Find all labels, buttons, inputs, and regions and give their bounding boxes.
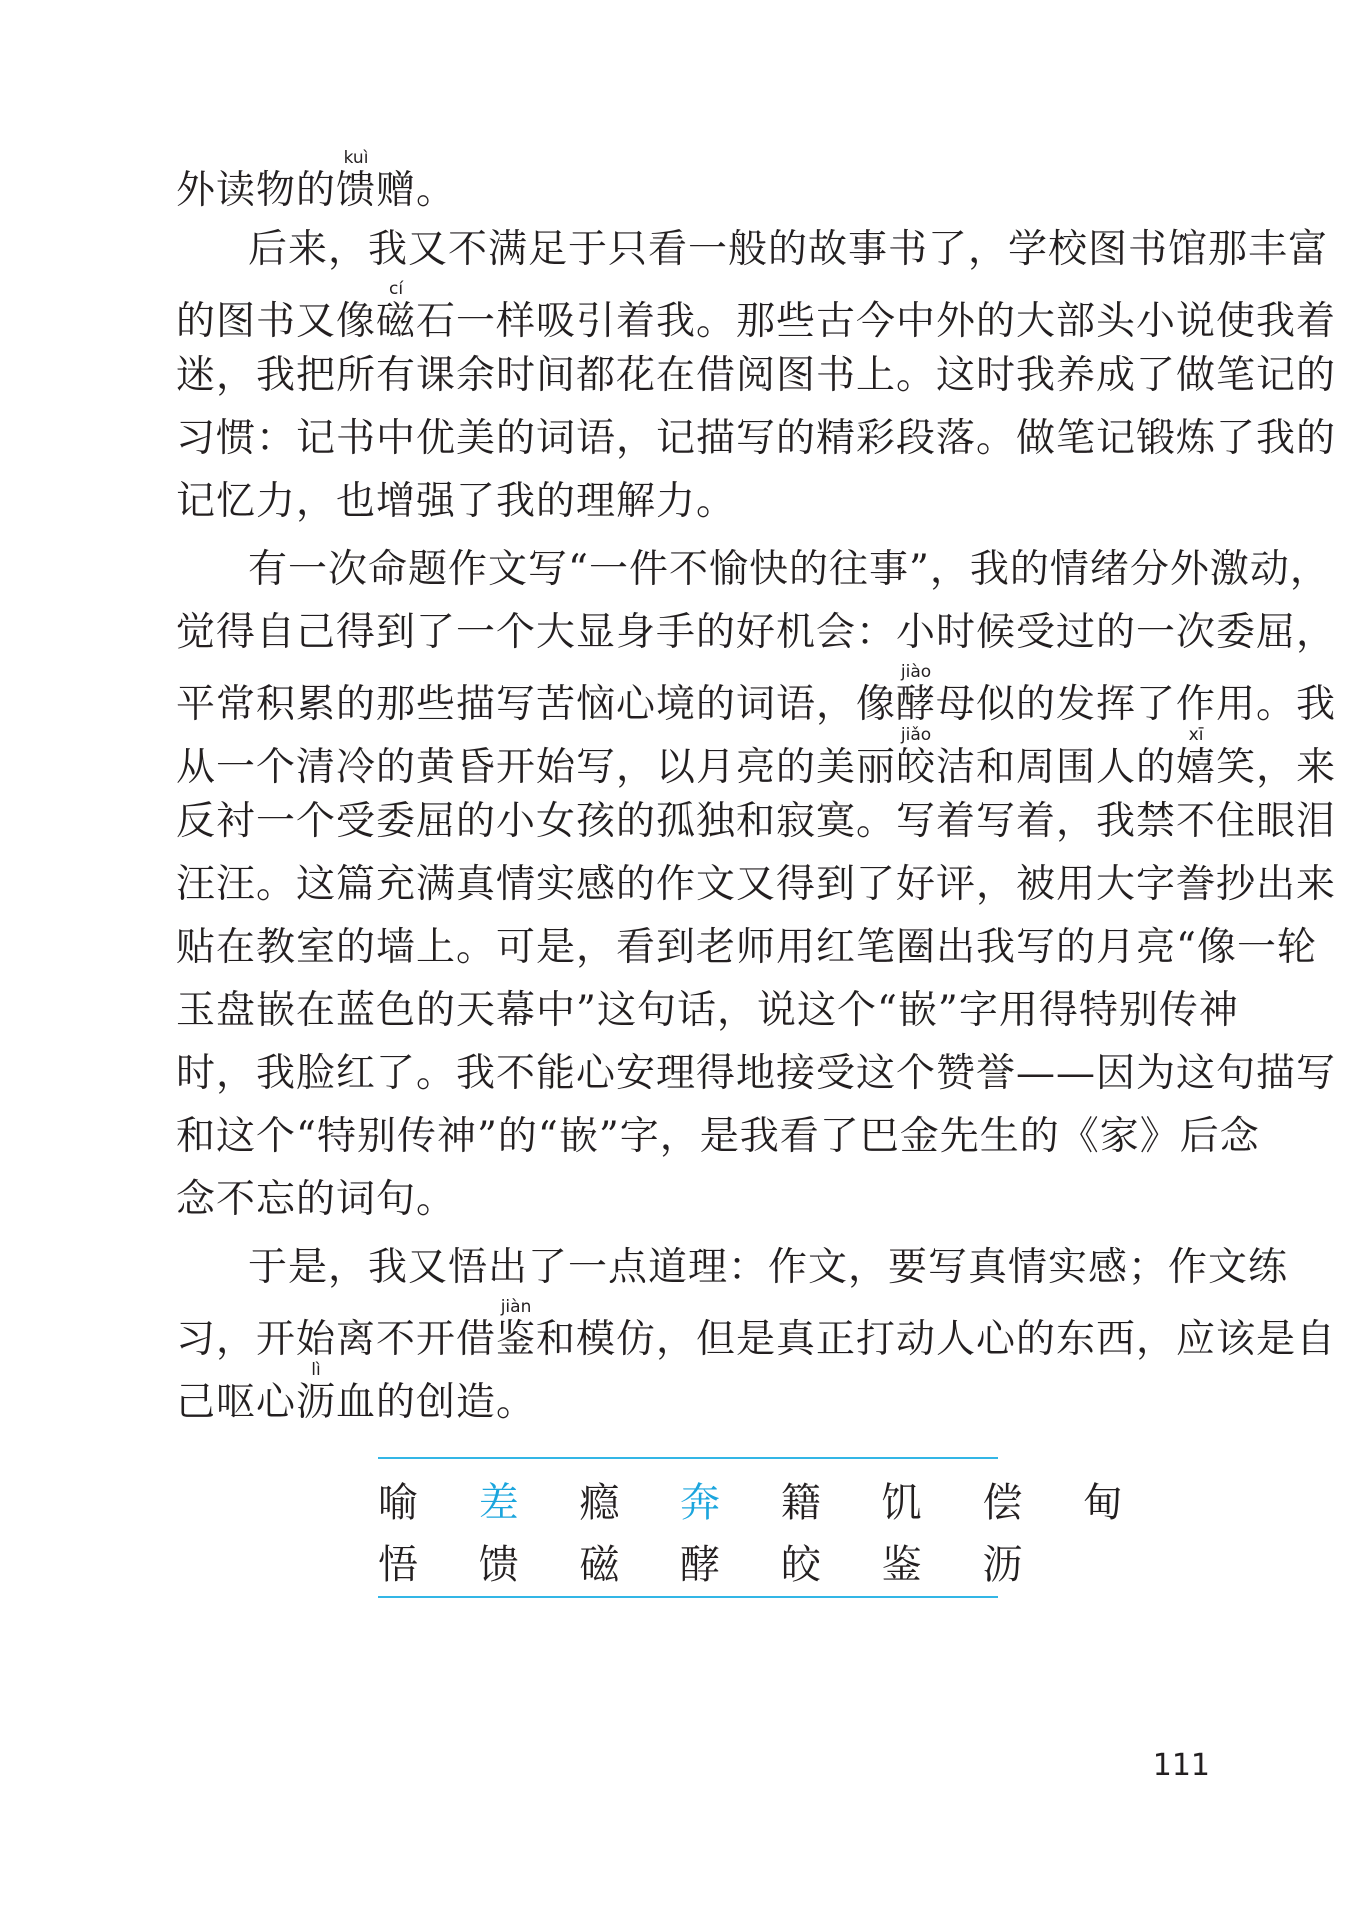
top-divider [378, 1457, 998, 1459]
pinyin-annotated-char: 沥lì [296, 1360, 337, 1425]
text-line [248, 218, 1328, 282]
text-line [176, 1105, 1260, 1169]
character: 瘾 [579, 1480, 644, 1526]
line-text: 念不忘的词句。 [176, 1177, 457, 1222]
pinyin: kuì [336, 148, 377, 168]
line-text: 笑，来 [1216, 745, 1337, 790]
text-line [176, 150, 456, 214]
pinyin: lì [296, 1360, 337, 1380]
pinyin-annotated-char: 磁cí [376, 279, 417, 344]
pinyin-annotated-char: 酵jiào [896, 662, 937, 727]
character: 甸 [1083, 1480, 1148, 1526]
text-line [176, 664, 1336, 728]
text-line [176, 1362, 536, 1426]
pinyin: jiàn [496, 1297, 537, 1317]
line-text: 习，开始离不开借 [176, 1317, 497, 1362]
text-line [176, 1168, 456, 1232]
character: 皎 [780, 1542, 845, 1588]
bottom-divider [378, 1596, 998, 1598]
line-text: 习惯：记书中优美的词语，记描写的精彩段落。做笔记锻炼了我的 [176, 416, 1337, 461]
character: 馈 [478, 1542, 543, 1588]
text-line [176, 344, 1336, 408]
line-text: 外读物的 [176, 168, 337, 213]
text-line [176, 916, 1317, 980]
line-text: 和这个“特别传神”的“嵌”字，是我看了巴金先生的《家》后念 [176, 1114, 1260, 1159]
character-highlighted: 奔 [680, 1480, 745, 1526]
new-characters-box [378, 1457, 1148, 1599]
character-highlighted: 差 [478, 1480, 543, 1526]
line-text: 洁和周围人的 [936, 745, 1177, 790]
line-text: 有一次命题作文写“一件不愉快的往事”，我的情绪分外激动， [248, 547, 1330, 592]
line-text: 贴在教室的墙上。可是，看到老师用红笔圈出我写的月亮“像一轮 [176, 925, 1317, 970]
line-text: 母似的发挥了作用。我 [936, 682, 1337, 727]
line-text: 觉得自己得到了一个大显身手的好机会：小时候受过的一次委屈， [176, 610, 1337, 655]
text-line [176, 790, 1336, 854]
pinyin: jiào [896, 662, 937, 682]
character: 磁 [579, 1542, 644, 1588]
line-text: 己呕心 [176, 1380, 297, 1425]
text-line [176, 1042, 1336, 1106]
line-text: 的图书又像 [176, 299, 377, 344]
text-line [176, 470, 736, 534]
character: 喻 [378, 1480, 442, 1526]
line-text: 后来，我又不满足于只看一般的故事书了，学校图书馆那丰富 [248, 227, 1329, 272]
pinyin: xī [1176, 725, 1217, 745]
pinyin-annotated-char: 馈kuì [336, 148, 377, 213]
character: 籍 [780, 1480, 845, 1526]
text-line [176, 281, 1336, 345]
pinyin: cí [376, 279, 417, 299]
text-line [176, 853, 1336, 917]
pinyin: jiǎo [896, 725, 937, 745]
line-text: 从一个清冷的黄昏开始写，以月亮的美丽 [176, 745, 897, 790]
pinyin-annotated-char: 皎jiǎo [896, 725, 937, 790]
line-text: 于是，我又悟出了一点道理：作文，要写真情实感；作文练 [248, 1245, 1289, 1290]
character: 偿 [982, 1480, 1047, 1526]
text-line [176, 1299, 1336, 1363]
text-line [176, 727, 1336, 791]
line-text: 记忆力，也增强了我的理解力。 [176, 479, 737, 524]
line-text: 和模仿，但是真正打动人心的东西，应该是自 [536, 1317, 1337, 1362]
text-line [248, 1236, 1288, 1300]
line-text: 玉盘嵌在蓝色的天幕中”这句话，说这个“嵌”字用得特别传神 [176, 988, 1239, 1033]
character: 饥 [881, 1480, 946, 1526]
line-text: 时，我脸红了。我不能心安理得地接受这个赞誉——因为这句描写 [176, 1051, 1337, 1096]
line-text: 血的创造。 [336, 1380, 537, 1425]
line-text: 反衬一个受委屈的小女孩的孤独和寂寞。写着写着，我禁不住眼泪 [176, 799, 1337, 844]
characters-row-2 [378, 1533, 1047, 1590]
character: 沥 [982, 1542, 1047, 1588]
text-line [176, 407, 1336, 471]
line-text: 迷，我把所有课余时间都花在借阅图书上。这时我养成了做笔记的 [176, 353, 1337, 398]
pinyin-annotated-char: 嬉xī [1176, 725, 1217, 790]
character: 悟 [378, 1542, 442, 1588]
text-line [248, 538, 1330, 602]
page-number: 111 [1152, 1748, 1210, 1783]
text-line [176, 979, 1239, 1043]
characters-row-1 [378, 1471, 1148, 1528]
character: 鉴 [881, 1542, 946, 1588]
line-text: 赠。 [376, 168, 457, 213]
line-text: 石一样吸引着我。那些古今中外的大部头小说使我着 [416, 299, 1337, 344]
line-text: 汪汪。这篇充满真情实感的作文又得到了好评，被用大字誊抄出来 [176, 862, 1337, 907]
text-line [176, 601, 1336, 665]
pinyin-annotated-char: 鉴jiàn [496, 1297, 537, 1362]
line-text: 平常积累的那些描写苦恼心境的词语，像 [176, 682, 897, 727]
character: 酵 [680, 1542, 745, 1588]
